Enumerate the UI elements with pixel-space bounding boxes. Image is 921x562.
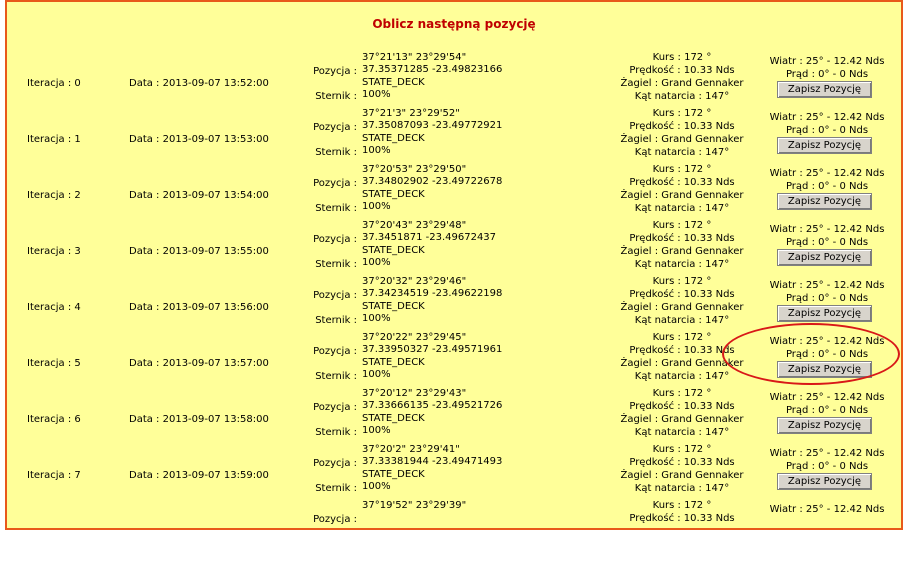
angle-label: Kąt natarcia : 147° (634, 259, 730, 270)
position-dms: 37°19'52" 23°29'39" (362, 500, 467, 511)
helmsman-percent: 100% (362, 313, 391, 324)
course-label: Kurs : 172 ° (652, 220, 712, 231)
iteration-row (7, 500, 905, 562)
course-label: Kurs : 172 ° (652, 276, 712, 287)
iteration-row (7, 164, 905, 226)
iteration-label: Iteracja : 0 (27, 78, 81, 89)
wind-label: Wiatr : 25° - 12.42 Nds (769, 448, 885, 459)
helmsman-state: STATE_DECK (362, 189, 425, 200)
helmsman-state: STATE_DECK (362, 357, 425, 368)
helmsman-state: STATE_DECK (362, 133, 425, 144)
position-decimal: 37.3451871 -23.49672437 (362, 232, 497, 243)
helmsman-label: Sternik : (315, 315, 357, 326)
current-label: Prąd : 0° - 0 Nds (785, 69, 869, 80)
date-label: Data : 2013-09-07 13:53:00 (129, 134, 269, 145)
course-label: Kurs : 172 ° (652, 388, 712, 399)
angle-label: Kąt natarcia : 147° (634, 371, 730, 382)
position-dms: 37°20'12" 23°29'43" (362, 388, 467, 399)
angle-label: Kąt natarcia : 147° (634, 427, 730, 438)
date-label: Data : 2013-09-07 13:59:00 (129, 470, 269, 481)
iteration-label: Iteracja : 7 (27, 470, 81, 481)
helmsman-percent: 100% (362, 481, 391, 492)
position-dms: 37°20'2" 23°29'41" (362, 444, 460, 455)
date-label: Data : 2013-09-07 13:57:00 (129, 358, 269, 369)
angle-label: Kąt natarcia : 147° (634, 147, 730, 158)
position-decimal: 37.33950327 -23.49571961 (362, 344, 503, 355)
angle-label: Kąt natarcia : 147° (634, 483, 730, 494)
helmsman-percent: 100% (362, 89, 391, 100)
annotation-circle (722, 323, 900, 385)
position-label: Pozycja : (313, 346, 357, 357)
wind-label: Wiatr : 25° - 12.42 Nds (769, 224, 885, 235)
helmsman-percent: 100% (362, 201, 391, 212)
helmsman-state: STATE_DECK (362, 469, 425, 480)
iteration-row (7, 108, 905, 170)
speed-label: Prędkość : 10.33 Nds (629, 177, 735, 188)
helmsman-percent: 100% (362, 425, 391, 436)
helmsman-percent: 100% (362, 145, 391, 156)
helmsman-label: Sternik : (315, 91, 357, 102)
position-decimal: 37.34234519 -23.49622198 (362, 288, 503, 299)
position-dms: 37°20'43" 23°29'48" (362, 220, 467, 231)
wind-label: Wiatr : 25° - 12.42 Nds (769, 280, 885, 291)
iteration-row (7, 388, 905, 450)
save-position-button[interactable]: Zapisz Pozycję (777, 81, 872, 98)
iteration-row (7, 52, 905, 114)
angle-label: Kąt natarcia : 147° (634, 91, 730, 102)
speed-label: Prędkość : 10.33 Nds (629, 345, 735, 356)
current-label: Prąd : 0° - 0 Nds (785, 349, 869, 360)
save-position-button[interactable]: Zapisz Pozycję (777, 473, 872, 490)
iteration-label: Iteracja : 6 (27, 414, 81, 425)
speed-label: Prędkość : 10.33 Nds (629, 233, 735, 244)
helmsman-label: Sternik : (315, 203, 357, 214)
sail-label: Żagiel : Grand Gennaker (620, 134, 744, 145)
position-label: Pozycja : (313, 122, 357, 133)
position-decimal: 37.35371285 -23.49823166 (362, 64, 503, 75)
speed-label: Prędkość : 10.33 Nds (629, 457, 735, 468)
helmsman-label: Sternik : (315, 427, 357, 438)
sail-label: Żagiel : Grand Gennaker (620, 414, 744, 425)
angle-label: Kąt natarcia : 147° (634, 315, 730, 326)
sail-label: Żagiel : Grand Gennaker (620, 470, 744, 481)
course-label: Kurs : 172 ° (652, 444, 712, 455)
save-position-button[interactable]: Zapisz Pozycję (777, 249, 872, 266)
wind-label: Wiatr : 25° - 12.42 Nds (769, 168, 885, 179)
iteration-row (7, 444, 905, 506)
sail-label: Żagiel : Grand Gennaker (620, 190, 744, 201)
position-decimal: 37.35087093 -23.49772921 (362, 120, 503, 131)
current-label: Prąd : 0° - 0 Nds (785, 405, 869, 416)
helmsman-label: Sternik : (315, 259, 357, 270)
helmsman-label: Sternik : (315, 371, 357, 382)
course-label: Kurs : 172 ° (652, 332, 712, 343)
wind-label: Wiatr : 25° - 12.42 Nds (769, 504, 885, 515)
helmsman-percent: 100% (362, 369, 391, 380)
position-decimal: 37.33666135 -23.49521726 (362, 400, 503, 411)
date-label: Data : 2013-09-07 13:52:00 (129, 78, 269, 89)
save-position-button[interactable]: Zapisz Pozycję (777, 417, 872, 434)
position-dms: 37°21'13" 23°29'54" (362, 52, 467, 63)
helmsman-percent: 100% (362, 257, 391, 268)
page-title: Oblicz następną pozycję (372, 17, 536, 31)
angle-label: Kąt natarcia : 147° (634, 203, 730, 214)
wind-label: Wiatr : 25° - 12.42 Nds (769, 112, 885, 123)
current-label: Prąd : 0° - 0 Nds (785, 237, 869, 248)
iteration-label: Iteracja : 4 (27, 302, 81, 313)
sail-label: Żagiel : Grand Gennaker (620, 358, 744, 369)
position-label: Pozycja : (313, 234, 357, 245)
position-dms: 37°20'32" 23°29'46" (362, 276, 467, 287)
date-label: Data : 2013-09-07 13:55:00 (129, 246, 269, 257)
speed-label: Prędkość : 10.33 Nds (629, 121, 735, 132)
iteration-label: Iteracja : 5 (27, 358, 81, 369)
position-label: Pozycja : (313, 402, 357, 413)
speed-label: Prędkość : 10.33 Nds (629, 513, 735, 524)
save-position-button[interactable]: Zapisz Pozycję (777, 361, 872, 378)
helmsman-state: STATE_DECK (362, 77, 425, 88)
position-label: Pozycja : (313, 66, 357, 77)
position-dms: 37°21'3" 23°29'52" (362, 108, 460, 119)
course-label: Kurs : 172 ° (652, 52, 712, 63)
speed-label: Prędkość : 10.33 Nds (629, 65, 735, 76)
current-label: Prąd : 0° - 0 Nds (785, 461, 869, 472)
helmsman-label: Sternik : (315, 483, 357, 494)
helmsman-state: STATE_DECK (362, 301, 425, 312)
current-label: Prąd : 0° - 0 Nds (785, 181, 869, 192)
current-label: Prąd : 0° - 0 Nds (785, 125, 869, 136)
save-position-button[interactable]: Zapisz Pozycję (777, 305, 872, 322)
date-label: Data : 2013-09-07 13:58:00 (129, 414, 269, 425)
date-label: Data : 2013-09-07 13:56:00 (129, 302, 269, 313)
iteration-label: Iteracja : 3 (27, 246, 81, 257)
sail-label: Żagiel : Grand Gennaker (620, 246, 744, 257)
speed-label: Prędkość : 10.33 Nds (629, 289, 735, 300)
results-panel (5, 0, 903, 530)
wind-label: Wiatr : 25° - 12.42 Nds (769, 336, 885, 347)
position-label: Pozycja : (313, 290, 357, 301)
course-label: Kurs : 172 ° (652, 500, 712, 511)
wind-label: Wiatr : 25° - 12.42 Nds (769, 56, 885, 67)
helmsman-state: STATE_DECK (362, 245, 425, 256)
position-label: Pozycja : (313, 514, 357, 525)
save-position-button[interactable]: Zapisz Pozycję (777, 193, 872, 210)
position-decimal: 37.34802902 -23.49722678 (362, 176, 503, 187)
position-decimal: 37.33381944 -23.49471493 (362, 456, 503, 467)
iteration-row (7, 220, 905, 282)
helmsman-state: STATE_DECK (362, 413, 425, 424)
speed-label: Prędkość : 10.33 Nds (629, 401, 735, 412)
date-label: Data : 2013-09-07 13:54:00 (129, 190, 269, 201)
current-label: Prąd : 0° - 0 Nds (785, 293, 869, 304)
course-label: Kurs : 172 ° (652, 164, 712, 175)
position-dms: 37°20'53" 23°29'50" (362, 164, 467, 175)
sail-label: Żagiel : Grand Gennaker (620, 302, 744, 313)
position-label: Pozycja : (313, 458, 357, 469)
iteration-label: Iteracja : 2 (27, 190, 81, 201)
helmsman-label: Sternik : (315, 147, 357, 158)
position-label: Pozycja : (313, 178, 357, 189)
course-label: Kurs : 172 ° (652, 108, 712, 119)
iteration-label: Iteracja : 1 (27, 134, 81, 145)
sail-label: Żagiel : Grand Gennaker (620, 78, 744, 89)
position-dms: 37°20'22" 23°29'45" (362, 332, 467, 343)
wind-label: Wiatr : 25° - 12.42 Nds (769, 392, 885, 403)
save-position-button[interactable]: Zapisz Pozycję (777, 137, 872, 154)
